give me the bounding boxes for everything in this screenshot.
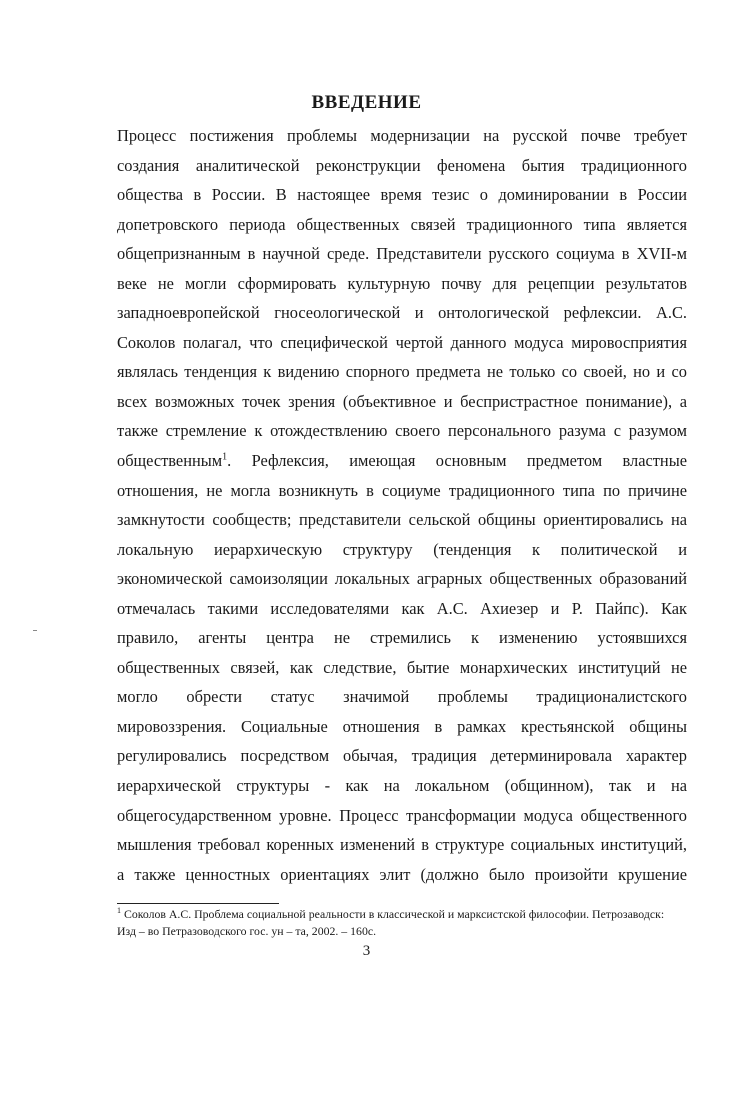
paragraph-line: являлась тенденция к видению спорного предмета не только со своей, но и со xyxy=(117,362,687,382)
footnote-line: Изд – во Петразоводского гос. ун – та, 2002. – 160с. xyxy=(117,924,377,938)
paragraph-line-start: общественным xyxy=(117,451,223,471)
paragraph-line: экономической самоизоляции локальных аграрных общественных образований xyxy=(117,569,687,589)
paragraph-line: веке не могли сформировать культурную почву для рецепции результатов xyxy=(117,273,687,293)
paragraph-line: регулировались посредством обычая, традиция детерминировала характер xyxy=(117,746,687,766)
footnote-line xyxy=(117,906,717,923)
paragraph-line: общественных связей, как следствие, бытие монархических институций не xyxy=(117,657,687,677)
footnote-reference[interactable]: 1 xyxy=(222,451,228,463)
main-paragraph xyxy=(117,121,687,889)
paragraph-line: мировоззрения. Социальные отношения в рамках крестьянской общины xyxy=(117,716,687,736)
scan-speck xyxy=(33,630,37,631)
paragraph-line: всех возможных точек зрения (объективное и беспристрастное понимание), а xyxy=(117,391,687,411)
paragraph-line: Соколов полагал, что специфической чертой данного модуса мировосприятия xyxy=(117,332,687,352)
paragraph-line: допетровского периода общественных связей традиционного типа является xyxy=(117,214,687,234)
paragraph-line-with-footnote xyxy=(117,446,687,476)
paragraph-line: отмечалась такими исследователями как А.С. Ахиезер и Р. Пайпс). Как xyxy=(117,598,687,618)
footnote-marker: 1 xyxy=(117,906,121,916)
paragraph-line: могло обрести статус значимой проблемы традиционалистского xyxy=(117,687,687,707)
footnote-text: Соколов А.С. Проблема социальной реальности в классической и марксистской философии. Петрозаводск: xyxy=(121,907,665,921)
paragraph-line: Процесс постижения проблемы модернизации на русской почве требует xyxy=(117,126,687,145)
page-title: ВВЕДЕНИЕ xyxy=(311,92,422,113)
paragraph-line: общегосударственном уровне. Процесс трансформации модуса общественного xyxy=(117,805,687,825)
paragraph-line: создания аналитической реконструкции феномена бытия традиционного xyxy=(117,155,687,175)
footnote xyxy=(117,906,717,940)
paragraph-line: общепризнанным в научной среде. Представители русского социума в XVII-м xyxy=(117,244,687,264)
paragraph-line: отношения, не могла возникнуть в социуме традиционного типа по причине xyxy=(117,480,687,500)
paragraph-line: правило, агенты центра не стремились к изменению устоявшихся xyxy=(117,628,687,648)
paragraph-line: замкнутости сообществ; представители сельской общины ориентировались на xyxy=(117,510,687,530)
footnote-divider xyxy=(117,903,279,904)
paragraph-line-end: . Рефлексия, имеющая основным предметом властные xyxy=(227,451,687,471)
paragraph-line: локальную иерархическую структуру (тенденция к политической и xyxy=(117,539,687,559)
paragraph-line: западноевропейской гносеологической и онтологической рефлексии. А.С. xyxy=(117,303,687,323)
paragraph-line: иерархической структуры - как на локальном (общинном), так и на xyxy=(117,776,687,796)
paragraph-line: а также ценностных ориентациях элит (должно было произойти крушение xyxy=(117,864,687,884)
paragraph-line: также стремление к отождествлению своего персонального разума с разумом xyxy=(117,421,687,441)
paragraph-line: общества в России. В настоящее время тезис о доминировании в России xyxy=(117,185,687,205)
paragraph-line: мышления требовал коренных изменений в структуре социальных институций, xyxy=(117,835,687,855)
page-number: 3 xyxy=(362,943,371,959)
